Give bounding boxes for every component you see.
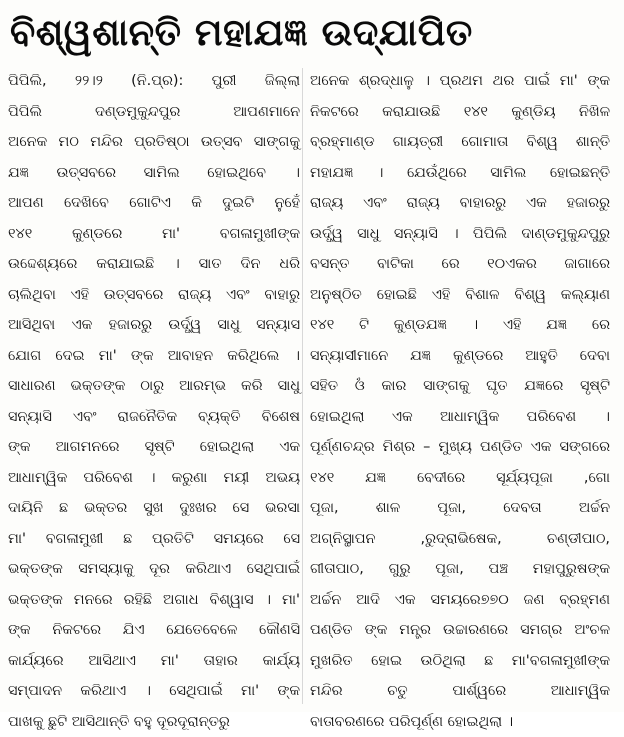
article-text-line: ଉର୍ଦ୍ଧ୍ୱ ସାଧୁ ସନ୍ୟାସି । ପିପିଲି ଦାଣ୍ଡମୁକୁନ୍ଦପୁରୁ xyxy=(310,219,610,250)
article-text-line: ୧୪୧ କୁଣ୍ଡରେ ମା' ବଗଳାମୁଖୀଙ୍କ xyxy=(8,219,300,250)
article-text-line: ଆସିଥିବା ଏକ ହଜାରରୁ ଉର୍ଦ୍ଧ୍ୱ ସାଧୁ ସନ୍ୟାସ xyxy=(8,310,300,341)
article-text-line: ମନ୍ଦିର ଚତୁ ପାର୍ଶ୍ୱରେ ଆଧାମ୍ୱିକ xyxy=(310,676,610,707)
headline: ବିଶ୍ୱଶାନ୍ତି ମହାଯଜ୍ଞ ଉଦ୍‌ଯାପିତ xyxy=(10,4,616,62)
article-text-line: ପାଖକୁ ଛୁଟି ଆସିଥାନ୍ତି ବହୁ ଦୂରଦୂରାନ୍ତରୁ xyxy=(8,707,300,737)
article-text-line: ଅନେକ ମଠ ମନ୍ଦିର ପ୍ରତିଷ୍ଠା ଉତ୍ସବ ସାଙ୍ଗକୁ xyxy=(8,127,300,158)
article-text-line: ମହାଯଜ୍ଞ । ଯେଉଁଥିରେ ସାମିଲ ହୋଇଛନ୍ତି xyxy=(310,158,610,189)
article-text-line: ବସନ୍ତ ବାଟିକା ରେ ୧୦ଏକର ଜାଗାରେ xyxy=(310,249,610,280)
article-text-line: ରାଜ୍ୟ ଏବଂ ରାଜ୍ୟ ବାହାରରୁ ଏକ ହଜାରରୁ xyxy=(310,188,610,219)
article-text-line: ସାଧାରଣ ଭକ୍ତଙ୍କ ଠାରୁ ଆରମ୍ଭ କରି ସାଧୁ xyxy=(8,371,300,402)
article-text-line: ମୁଖରିତ ହୋଇ ଉଠିଥିଲା ଛ ମା'ବଗଳାମୁଖୀଙ୍କ xyxy=(310,646,610,677)
article-text-line: ବ୍ରହ୍ମାଣ୍ଡ ଗାୟତ୍ରୀ ଗୋମାତା ବିଶ୍ୱ ଶାନ୍ତି xyxy=(310,127,610,158)
article-text-line: ନିକଟରେ କରାଯାଉଛି ୧୪୧ କୁଣ୍ଡିୟ ନିଖିଳ xyxy=(310,97,610,128)
article-text-line: ପୂଜା, ଶାଳ ପୂଜା, ଦେବତା ଅର୍ଚ୍ଚନ xyxy=(310,493,610,524)
article-text-line: ସନ୍ୟାସି ଏବଂ ରାଜନୈତିକ ବ୍ୟକ୍ତି ବିଶେଷ xyxy=(8,402,300,433)
article-text-line: ଯଜ୍ଞ ଉତ୍ସବରେ ସାମିଲ ହୋଇଥିବେ । xyxy=(8,158,300,189)
article-text-line: ୧୪୧ ଯଜ୍ଞ ବେଦୀରେ ସୂର୍ଯ୍ୟପୂଜା ,ଗୋ xyxy=(310,463,610,494)
article-text-line: ଆଧାମ୍ୱିକ ପରିବେଶ । କରୁଣା ମୟୀ ଅଭୟ xyxy=(8,463,300,494)
article-text-line: ଚାଲିଥିବା ଏହି ଉତ୍ସବରେ ରାଜ୍ୟ ଏବଂ ବାହାରୁ xyxy=(8,280,300,311)
article-text-line: ପଣ୍ଡିତ ଙ୍କ ମନ୍ତ୍ର ଉଚ୍ଚାରଣରେ ସମଗ୍ର ଅଂଚଳ xyxy=(310,615,610,646)
article-text-line: ଙ୍କ ନିକଟରେ ଯିଏ ଯେତେବେଳେ କୌଣସି xyxy=(8,615,300,646)
article-text-line: ଙ୍କ ଆଗମନରେ ସୃଷ୍ଟି ହୋଇଥିଲା ଏକ xyxy=(8,432,300,463)
article-text-line: ଅନୁଷ୍ଠିତ ହୋଇଛି ଏହି ବିଶାଳ ବିଶ୍ୱ କଲ୍ୟାଣ xyxy=(310,280,610,311)
article-text-line: ଅନେକ ଶ୍ରଦ୍ଧାଳୁ । ପ୍ରଥମ ଥର ପାଇଁ ମା' ଙ୍କ xyxy=(310,66,610,97)
article-text-line: ଅଗ୍ନିସ୍ଥାପନ ,ରୁଦ୍ରାଭିଷେକ, ଚଣ୍ଡୀପାଠ, xyxy=(310,524,610,555)
article-text-line: ହୋଇଥିଲା ଏକ ଆଧାମ୍ୱିକ ପରିବେଶ । xyxy=(310,402,610,433)
article-text-line: ମା' ବଗଳାମୁଖୀ ଛ ପ୍ରତିଟି ସମୟରେ ସେ xyxy=(8,524,300,555)
article-text-line: କାର୍ଯ୍ୟରେ ଆସିଥାଏ ମା' ତାହାର କାର୍ଯ୍ୟ xyxy=(8,646,300,677)
article-text-line: ଉଦ୍ଦେଶ୍ୟରେ କରାଯାଇଛି । ସାତ ଦିନ ଧରି xyxy=(8,249,300,280)
article-column-right xyxy=(310,66,610,706)
article-text-line: ପିପିଲି, ୨୨।୨ (ନି.ପ୍ର): ପୁରୀ ଜିଲ୍ଲା xyxy=(8,66,300,97)
article-text-line: ପୂର୍ଣ୍ଣଚନ୍ଦ୍ର ମିଶ୍ର – ମୁଖ୍ୟ ପଣ୍ଡିତ ଏକ ସଙ୍ଗରେ xyxy=(310,432,610,463)
article-text-line: ବାତାବରଣରେ ପରିପୂର୍ଣ୍ଣ ହୋଇଥିଲା । xyxy=(310,707,610,737)
article-text-line: ଯୋଗ ଦେଇ ମା' ଙ୍କ ଆବାହନ କରିଥିଲେ । xyxy=(8,341,300,372)
article-text-line: ଦାୟିନି ଛ ଭକ୍ତର ସୁଖ ଦୁଃଖର ସେ ଭରସା xyxy=(8,493,300,524)
article-text-line: ପିପିଲି ଦଣ୍ଡମୁକୁନ୍ଦପୁର ଆପଣମାନେ xyxy=(8,97,300,128)
article-text-line: ଗୀତାପାଠ, ଗୁରୁ ପୂଜା, ପଞ୍ଚ ମହାପୁରୁଷଙ୍କ xyxy=(310,554,610,585)
column-divider xyxy=(302,68,303,704)
article-text-line: ସହିତ ଓଁ କାର ସାଙ୍ଗକୁ ଘୃତ ଯଜ୍ଞରେ ସୃଷ୍ଟି xyxy=(310,371,610,402)
article-text-line: ଆପଣ ଦେଖିବେ ଗୋଟିଏ କି ଦୁଇଟି ନୁହେଁ xyxy=(8,188,300,219)
article-text-line: ଭକ୍ତଙ୍କ ମନରେ ରହିଛି ଅଗାଧ ବିଶ୍ୱାସ । ମା' xyxy=(8,585,300,616)
article-text-line: ସମ୍ପାଦନ କରିଥାଏ । ସେଥିପାଇଁ ମା' ଙ୍କ xyxy=(8,676,300,707)
article-text-line: ଭକ୍ତଙ୍କ ସମସ୍ୟାକୁ ଦୂର କରିଥାଏ ସେଥିପାଇଁ xyxy=(8,554,300,585)
article-text-line: ୧୪୧ ଟି କୁଣ୍ଡଯଜ୍ଞ । ଏହି ଯଜ୍ଞ ରେ xyxy=(310,310,610,341)
article-text-line: ସନ୍ୟାସୀମାନେ ଯଜ୍ଞ କୁଣ୍ଡରେ ଆହୁତି ଦେବା xyxy=(310,341,610,372)
article-column-left xyxy=(8,66,300,706)
article-text-line: ଅର୍ଚ୍ଚନ ଆଦି ଏକ ସମୟରେ୭୭୦ ଜଣ ବ୍ରହ୍ମଣ xyxy=(310,585,610,616)
